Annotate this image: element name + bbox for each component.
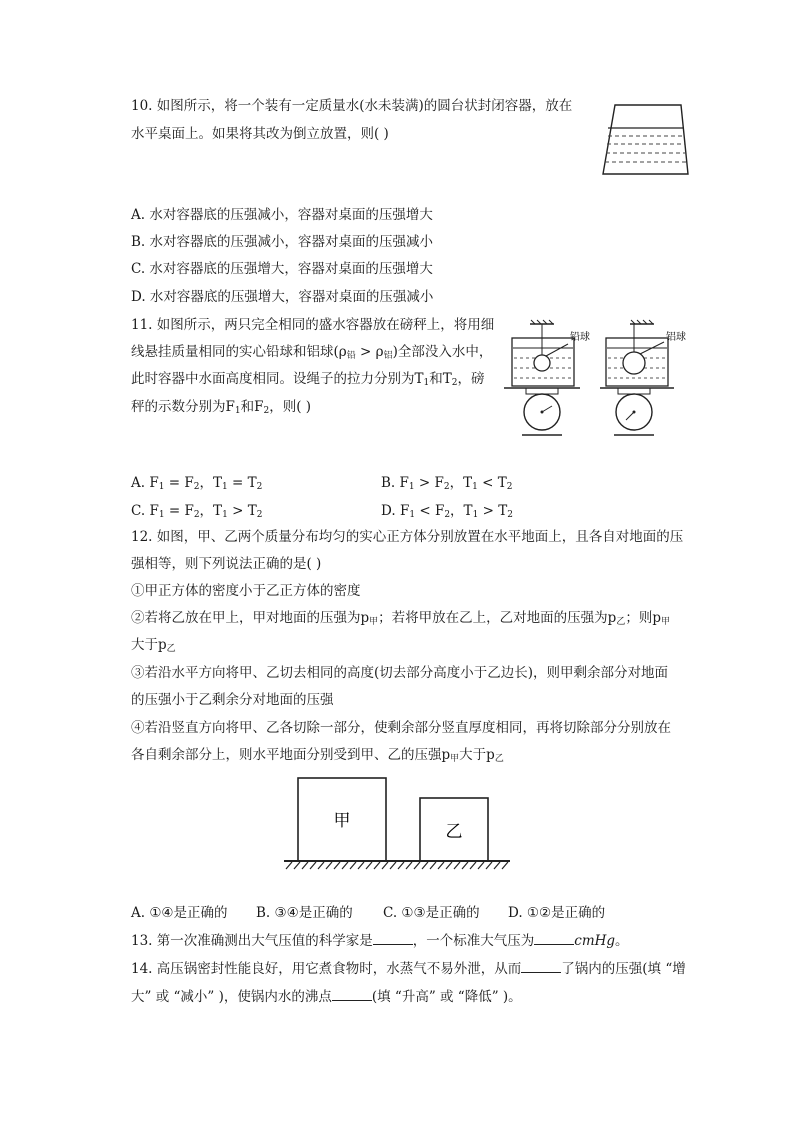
q12-option-c: C. ①③是正确的 — [383, 905, 480, 921]
q13-blank-scientist[interactable] — [373, 930, 413, 945]
q12-statement-1: ①甲正方体的密度小于乙正方体的密度 — [131, 583, 361, 599]
q13-blank-pressure[interactable] — [534, 930, 574, 945]
q12-statement-3-cont: 的压强小于乙剩余分对地面的压强 — [131, 692, 334, 708]
q12-statement-4: ④若沿竖直方向将甲、乙各切除一部分，使剩余部分竖直厚度相同，再将切除部分分别放在 — [131, 720, 671, 736]
q12-statement-2-cont: 大于$p_乙$ — [131, 637, 176, 654]
q11-left-setup — [504, 320, 590, 435]
q12-option-d: D. ①②是正确的 — [508, 905, 606, 921]
q10-frustum-container-figure — [598, 100, 693, 180]
q11-option-c: C. $F_1 = F_2$，$T_1 > T_2$ — [131, 503, 263, 520]
q11-fig-lead-label: 铅球 — [570, 332, 590, 343]
q11-stem-line2: 线悬挂质量相同的实心铅球和铝球$(\rho_铅 > \rho_铝)$全部没入水中， — [131, 344, 493, 361]
q12-statement-2: ②若将乙放在甲上，甲对地面的压强为$p_甲$；若将甲放在乙上，乙对地面的压强为$p_乙$；则$p_甲$ — [131, 610, 671, 627]
q10-option-a: A. 水对容器底的压强减小，容器对桌面的压强增大 — [131, 207, 433, 223]
q11-fig-aluminum-label: 铝球 — [666, 332, 686, 343]
q11-right-setup — [600, 320, 686, 435]
q12-option-a: A. ①④是正确的 — [131, 905, 228, 921]
q12-fig-jia-label: 甲 — [333, 811, 351, 831]
q14-line1: 14. 高压锅密封性能良好，用它煮食物时，水蒸气不易外泄，从而 了锅内的压强(填 “增 — [131, 958, 686, 979]
q12-stem-line1: 12. 如图，甲、乙两个质量分布均匀的实心正方体分别放置在水平地面上，且各自对地面的压 — [131, 529, 684, 545]
q14-blank-pressure-change[interactable] — [521, 958, 561, 973]
q10-stem-line1: 10. 如图所示，将一个装有一定质量水(水未装满)的圆台状封闭容器，放在 — [131, 98, 573, 114]
q11-stem-line4: 秤的示数分别为$F_1$和$F_2$，则( ) — [131, 399, 312, 416]
q14-blank-boiling-point[interactable] — [332, 986, 372, 1001]
q12-stem-line2: 强相等，则下列说法正确的是( ) — [131, 556, 322, 572]
q11-option-b: B. $F_1 > F_2$，$T_1 < T_2$ — [381, 475, 513, 492]
q11-option-a: A. $F_1 = F_2$，$T_1 = T_2$ — [131, 475, 263, 492]
q12-fig-yi-label: 乙 — [445, 822, 463, 842]
q10-stem-line2: 水平桌面上。如果将其改为倒立放置，则( ) — [131, 126, 389, 142]
q11-stem-line1: 11. 如图所示，两只完全相同的盛水容器放在磅秤上，将用细 — [131, 317, 495, 333]
q12-statement-3: ③若沿水平方向将甲、乙切去相同的高度(切去部分高度小于乙边长)，则甲剩余部分对地面 — [131, 665, 669, 681]
q13-line: 13. 第一次准确测出大气压值的科学家是 ，一个标准大气压为 cmHg。 — [131, 930, 629, 951]
q10-option-d: D. 水对容器底的压强增大，容器对桌面的压强减小 — [131, 289, 434, 305]
q11-scales-figure — [500, 318, 700, 440]
q10-option-c: C. 水对容器底的压强增大，容器对桌面的压强增大 — [131, 261, 433, 277]
q12-option-b: B. ③④是正确的 — [256, 905, 353, 921]
q12-cubes-figure — [280, 774, 512, 870]
q11-option-d: D. $F_1 < F_2$，$T_1 > T_2$ — [381, 503, 513, 520]
q12-statement-4-cont: 各自剩余部分上，则水平地面分别受到甲、乙的压强$p_甲$大于$p_乙$ — [131, 747, 504, 764]
q10-option-b: B. 水对容器底的压强减小，容器对桌面的压强减小 — [131, 234, 434, 250]
q14-line2: 大” 或 “减小” )，使锅内水的沸点 (填 “升高” 或 “降低” )。 — [131, 986, 522, 1007]
q11-stem-line3: 此时容器中水面高度相同。设绳子的拉力分别为$T_1$和$T_2$，磅 — [131, 371, 485, 388]
